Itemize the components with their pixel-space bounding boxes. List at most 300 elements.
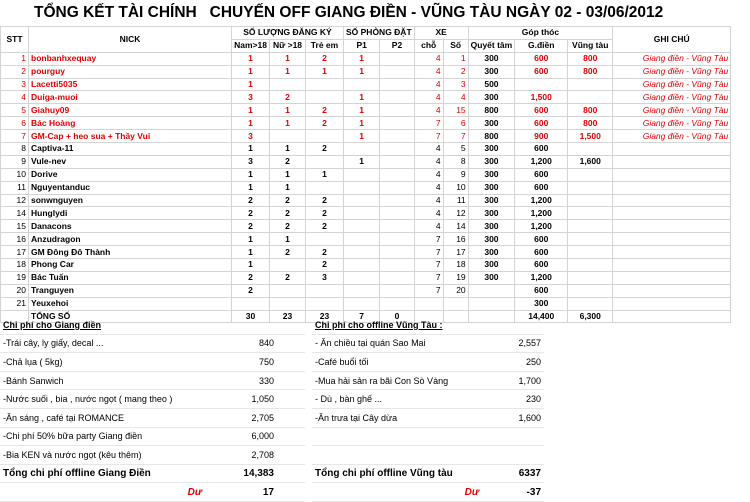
col-quyet-tam: Quyết tâm <box>468 39 515 52</box>
cell-nu: 2 <box>270 220 306 233</box>
cell-p2 <box>380 65 414 78</box>
spacer-row <box>312 446 544 465</box>
cell-note <box>613 220 731 233</box>
expense-label: -Ăn sáng , café tại ROMANCE <box>0 408 205 427</box>
col-ghi-chu: GHI CHÚ <box>613 27 731 53</box>
cell-tre: 3 <box>306 271 344 284</box>
cell-p2 <box>380 91 414 104</box>
cell-gd: 600 <box>515 181 568 194</box>
cell-cho: 7 <box>414 271 443 284</box>
cell-cho: 4 <box>414 104 443 117</box>
giang-dien-du-row <box>0 483 305 502</box>
cell-p2 <box>380 78 414 91</box>
cell-nam: 1 <box>232 143 270 156</box>
expense-label: -Trái cây, ly giấy, decal ... <box>0 334 205 353</box>
cell-note <box>613 194 731 207</box>
cell-nu: 2 <box>270 194 306 207</box>
cell-nick: GM Đông Đô Thành <box>29 246 232 259</box>
col-cho: chỗ <box>414 39 443 52</box>
expense-label: -Chả lụa ( 5kg) <box>0 353 205 372</box>
cell-nick: Vule-nev <box>29 155 232 168</box>
vung-tau-expenses <box>312 316 544 502</box>
cell-vt <box>568 207 613 220</box>
cell-note <box>613 155 731 168</box>
cell-cho: 4 <box>414 78 443 91</box>
expense-value: 230 <box>482 390 544 409</box>
cell-stt: 18 <box>1 259 29 272</box>
cell-stt: 9 <box>1 155 29 168</box>
cell-gd: 300 <box>515 297 568 310</box>
cell-qt: 300 <box>468 143 515 156</box>
cell-cho: 4 <box>414 220 443 233</box>
cell-p1: 1 <box>344 117 380 130</box>
total-p1: 7 <box>344 310 380 323</box>
cell-tre <box>306 297 344 310</box>
expense-row <box>0 371 305 390</box>
cell-tre <box>306 78 344 91</box>
cell-gd: 600 <box>515 65 568 78</box>
cell-nick: Lacetti5035 <box>29 78 232 91</box>
expense-row <box>312 334 544 353</box>
expense-row <box>0 353 305 372</box>
cell-p2 <box>380 168 414 181</box>
cell-gd: 600 <box>515 259 568 272</box>
cell-stt: 16 <box>1 233 29 246</box>
cell-p2 <box>380 233 414 246</box>
col-gop-thoc: Góp thóc <box>468 27 613 40</box>
col-vung-tau: Vũng tàu <box>568 39 613 52</box>
cell-nu: 1 <box>270 52 306 65</box>
cell-so: 5 <box>443 143 468 156</box>
col-so-luong: SỐ LƯỢNG ĐĂNG KÝ <box>232 27 344 40</box>
table-row <box>1 181 731 194</box>
cell-so: 1 <box>443 52 468 65</box>
cell-tre: 2 <box>306 220 344 233</box>
cell-nam: 1 <box>232 117 270 130</box>
cell-nu: 2 <box>270 246 306 259</box>
cell-so: 11 <box>443 194 468 207</box>
cell-cho: 4 <box>414 194 443 207</box>
cell-tre: 2 <box>306 246 344 259</box>
cell-qt: 300 <box>468 117 515 130</box>
col-nu18: Nữ >18 <box>270 39 306 52</box>
cell-p1 <box>344 233 380 246</box>
cell-nam: 2 <box>232 271 270 284</box>
cell-note: Giang điền - Vũng Tàu <box>613 78 731 91</box>
cell-p2 <box>380 155 414 168</box>
table-row <box>1 168 731 181</box>
cell-gd: 900 <box>515 130 568 143</box>
cell-nam: 3 <box>232 155 270 168</box>
cell-vt <box>568 220 613 233</box>
cell-gd: 600 <box>515 168 568 181</box>
table-row <box>1 284 731 297</box>
cell-qt: 300 <box>468 155 515 168</box>
col-nick: NICK <box>29 27 232 53</box>
cell-gd: 600 <box>515 246 568 259</box>
cell-cho: 4 <box>414 181 443 194</box>
cell-nick: Hunglydi <box>29 207 232 220</box>
cell-qt <box>468 297 515 310</box>
col-so: Số <box>443 39 468 52</box>
cell-vt: 1,600 <box>568 155 613 168</box>
cell-nick: pourguy <box>29 65 232 78</box>
cell-note <box>613 168 731 181</box>
cell-tre <box>306 284 344 297</box>
cell-tre: 2 <box>306 207 344 220</box>
table-row <box>1 52 731 65</box>
cell-p1 <box>344 194 380 207</box>
cell-tre: 2 <box>306 259 344 272</box>
cell-cho: 4 <box>414 52 443 65</box>
total-value: 6337 <box>482 464 544 483</box>
cell-nick: Captiva-11 <box>29 143 232 156</box>
cell-vt <box>568 143 613 156</box>
expense-value: 2,708 <box>205 446 277 465</box>
cell-tre <box>306 233 344 246</box>
cell-qt: 300 <box>468 91 515 104</box>
cell-nu: 1 <box>270 117 306 130</box>
cell-qt: 800 <box>468 104 515 117</box>
cell-qt: 300 <box>468 181 515 194</box>
cell-qt: 500 <box>468 78 515 91</box>
cell-nam: 3 <box>232 91 270 104</box>
cell-so: 10 <box>443 181 468 194</box>
cell-nam: 2 <box>232 284 270 297</box>
total-p2: 0 <box>380 310 414 323</box>
cell-p1 <box>344 143 380 156</box>
cell-vt: 800 <box>568 52 613 65</box>
table-row <box>1 297 731 310</box>
cell-nick: Yeuxehoi <box>29 297 232 310</box>
cell-gd: 1,200 <box>515 155 568 168</box>
giang-dien-expenses <box>0 316 305 502</box>
cell-cho: 4 <box>414 143 443 156</box>
cell-nam <box>232 297 270 310</box>
expense-row <box>0 390 305 409</box>
cell-nam: 1 <box>232 181 270 194</box>
col-p2: P2 <box>380 39 414 52</box>
cell-p2 <box>380 259 414 272</box>
expense-row <box>312 390 544 409</box>
expense-row <box>0 334 305 353</box>
cell-p1: 1 <box>344 91 380 104</box>
page-title: TỔNG KẾT TÀI CHÍNH CHUYẾN OFF GIANG ĐIỀN - VŨNG TÀU NGÀY 02 - 03/06/2012 <box>34 4 664 21</box>
cell-qt <box>468 284 515 297</box>
cell-nick: Bác Tuấn <box>29 271 232 284</box>
spacer-row <box>312 427 544 446</box>
col-p1: P1 <box>344 39 380 52</box>
cell-so: 9 <box>443 168 468 181</box>
expense-label: -Bia KEN và nước ngọt (kêu thêm) <box>0 446 205 465</box>
table-row <box>1 155 731 168</box>
col-xe: XE <box>414 27 468 40</box>
du-value: -37 <box>482 483 544 502</box>
cell-vt <box>568 168 613 181</box>
table-row <box>1 207 731 220</box>
cell-vt <box>568 78 613 91</box>
cell-gd: 1,200 <box>515 271 568 284</box>
cell-vt <box>568 297 613 310</box>
cell-nick: bonbanhxequay <box>29 52 232 65</box>
cell-tre <box>306 130 344 143</box>
cell-p2 <box>380 143 414 156</box>
cell-note: Giang điền - Vũng Tàu <box>613 130 731 143</box>
cell-nam: 2 <box>232 194 270 207</box>
cell-note <box>613 271 731 284</box>
cell-tre <box>306 155 344 168</box>
cell-cho: 4 <box>414 155 443 168</box>
cell-nu: 1 <box>270 143 306 156</box>
du-label: Dư <box>0 483 205 502</box>
cell-gd: 600 <box>515 284 568 297</box>
cell-vt: 800 <box>568 117 613 130</box>
expense-label: -Bánh Sanwich <box>0 371 205 390</box>
col-stt: STT <box>1 27 29 53</box>
expense-row <box>312 371 544 390</box>
cell-stt: 14 <box>1 207 29 220</box>
cell-nu: 2 <box>270 207 306 220</box>
table-row <box>1 104 731 117</box>
cell-qt: 300 <box>468 194 515 207</box>
expense-row <box>0 446 305 465</box>
cell-so: 2 <box>443 65 468 78</box>
cell-cho: 4 <box>414 65 443 78</box>
cell-cho: 4 <box>414 207 443 220</box>
cell-nam: 1 <box>232 104 270 117</box>
cell-nu <box>270 297 306 310</box>
cell-nu: 1 <box>270 181 306 194</box>
cell-qt: 300 <box>468 207 515 220</box>
cell-nam: 1 <box>232 168 270 181</box>
expense-value: 6,000 <box>205 427 277 446</box>
expense-value: 1,600 <box>482 408 544 427</box>
cell-nick: Bác Hoàng <box>29 117 232 130</box>
total-label: Tổng chi phí offline Giang Điền <box>0 464 205 483</box>
expense-label: -Nước suối , bia , nước ngọt ( mang theo ) <box>0 390 205 409</box>
cell-nu <box>270 284 306 297</box>
cell-cho: 7 <box>414 246 443 259</box>
cell-gd <box>515 78 568 91</box>
cell-p1 <box>344 78 380 91</box>
cell-qt: 800 <box>468 130 515 143</box>
cell-nick: Tranguyen <box>29 284 232 297</box>
registration-table <box>0 26 731 323</box>
table-row <box>1 65 731 78</box>
cell-nick: Giahuy09 <box>29 104 232 117</box>
cell-qt: 300 <box>468 65 515 78</box>
table-row <box>1 91 731 104</box>
expense-label: - Dù , bàn ghế ... <box>312 390 482 409</box>
table-row <box>1 220 731 233</box>
giang-dien-title: Chi phí cho Giang điền <box>0 316 205 334</box>
table-row <box>1 78 731 91</box>
cell-cho: 7 <box>414 284 443 297</box>
cell-stt: 20 <box>1 284 29 297</box>
cell-gd: 1,200 <box>515 220 568 233</box>
cell-note <box>613 181 731 194</box>
cell-nick: sonwnguyen <box>29 194 232 207</box>
table-row <box>1 259 731 272</box>
cell-vt <box>568 194 613 207</box>
cell-qt: 300 <box>468 52 515 65</box>
cell-p2 <box>380 220 414 233</box>
cell-p2 <box>380 117 414 130</box>
vung-tau-du-row <box>312 483 544 502</box>
cell-p1 <box>344 284 380 297</box>
cell-nam: 2 <box>232 220 270 233</box>
total-value: 14,383 <box>205 464 277 483</box>
cell-p1 <box>344 271 380 284</box>
cell-gd: 600 <box>515 233 568 246</box>
table-row <box>1 271 731 284</box>
col-nam18: Nam>18 <box>232 39 270 52</box>
cell-nu: 1 <box>270 233 306 246</box>
cell-p2 <box>380 130 414 143</box>
cell-p1 <box>344 220 380 233</box>
cell-cho: 7 <box>414 117 443 130</box>
total-vt: 6,300 <box>568 310 613 323</box>
cell-so: 7 <box>443 130 468 143</box>
cell-stt: 1 <box>1 52 29 65</box>
table-row <box>1 233 731 246</box>
cell-stt: 17 <box>1 246 29 259</box>
cell-nam: 1 <box>232 52 270 65</box>
du-value: 17 <box>205 483 277 502</box>
cell-stt: 4 <box>1 91 29 104</box>
cell-nu: 2 <box>270 91 306 104</box>
cell-tre: 1 <box>306 168 344 181</box>
cell-nu: 2 <box>270 271 306 284</box>
cell-p2 <box>380 194 414 207</box>
cell-p2 <box>380 207 414 220</box>
cell-cho <box>414 297 443 310</box>
cell-nick: Nguyentanduc <box>29 181 232 194</box>
expense-value: 330 <box>205 371 277 390</box>
cell-cho: 7 <box>414 233 443 246</box>
cell-so: 20 <box>443 284 468 297</box>
cell-qt: 300 <box>468 259 515 272</box>
cell-p1 <box>344 168 380 181</box>
cell-vt <box>568 271 613 284</box>
cell-cho: 4 <box>414 91 443 104</box>
cell-note: Giang điền - Vũng Tàu <box>613 91 731 104</box>
cell-qt: 300 <box>468 246 515 259</box>
cell-note <box>613 259 731 272</box>
expense-label: -Café buổi tối <box>312 353 482 372</box>
cell-p1: 1 <box>344 52 380 65</box>
cell-so: 17 <box>443 246 468 259</box>
cell-stt: 2 <box>1 65 29 78</box>
cell-p1 <box>344 246 380 259</box>
cell-stt: 5 <box>1 104 29 117</box>
cell-qt: 300 <box>468 168 515 181</box>
expense-value: 2,705 <box>205 408 277 427</box>
table-row <box>1 194 731 207</box>
cell-cho: 7 <box>414 259 443 272</box>
total-tre: 23 <box>306 310 344 323</box>
cell-nam: 1 <box>232 65 270 78</box>
expense-value: 250 <box>482 353 544 372</box>
cell-stt: 10 <box>1 168 29 181</box>
table-row <box>1 143 731 156</box>
cell-nam: 1 <box>232 246 270 259</box>
cell-stt: 7 <box>1 130 29 143</box>
cell-note: Giang điền - Vũng Tàu <box>613 104 731 117</box>
cell-vt <box>568 246 613 259</box>
cell-so <box>443 297 468 310</box>
cell-p1 <box>344 297 380 310</box>
cell-so: 19 <box>443 271 468 284</box>
cell-note: Giang điền - Vũng Tàu <box>613 65 731 78</box>
cell-so: 15 <box>443 104 468 117</box>
cell-nu <box>270 259 306 272</box>
cell-stt: 3 <box>1 78 29 91</box>
cell-cho: 7 <box>414 130 443 143</box>
cell-stt: 15 <box>1 220 29 233</box>
cell-p1: 1 <box>344 130 380 143</box>
cell-qt: 300 <box>468 233 515 246</box>
cell-nu: 2 <box>270 155 306 168</box>
cell-so: 6 <box>443 117 468 130</box>
cell-tre <box>306 91 344 104</box>
cell-gd: 1,200 <box>515 194 568 207</box>
cell-nick: Anzudragon <box>29 233 232 246</box>
cell-stt: 21 <box>1 297 29 310</box>
vung-tau-title: Chi phí cho offline Vũng Tàu : <box>312 316 482 334</box>
cell-nu: 1 <box>270 65 306 78</box>
cell-so: 8 <box>443 155 468 168</box>
cell-note: Giang điền - Vũng Tàu <box>613 117 731 130</box>
expense-row <box>0 408 305 427</box>
cell-vt <box>568 259 613 272</box>
table-row <box>1 246 731 259</box>
cell-tre: 2 <box>306 143 344 156</box>
cell-p2 <box>380 284 414 297</box>
cell-stt: 11 <box>1 181 29 194</box>
expense-value: 2,557 <box>482 334 544 353</box>
expense-row <box>312 353 544 372</box>
expense-value: 1,700 <box>482 371 544 390</box>
cell-note <box>613 233 731 246</box>
cell-so: 4 <box>443 91 468 104</box>
cell-gd: 1,200 <box>515 207 568 220</box>
cell-nick: Dorive <box>29 168 232 181</box>
table-row <box>1 130 731 143</box>
cell-p1: 1 <box>344 155 380 168</box>
total-gd: 14,400 <box>515 310 568 323</box>
cell-p2 <box>380 181 414 194</box>
cell-qt: 300 <box>468 271 515 284</box>
cell-vt <box>568 91 613 104</box>
cell-nu <box>270 130 306 143</box>
cell-nam: 1 <box>232 233 270 246</box>
cell-gd: 600 <box>515 117 568 130</box>
cell-nu: 1 <box>270 104 306 117</box>
cell-nick: Duiga-muoi <box>29 91 232 104</box>
expense-label: -Mua hải sản ra bãi Con Sò Vàng <box>312 371 482 390</box>
cell-tre: 1 <box>306 65 344 78</box>
cell-vt <box>568 181 613 194</box>
col-g-dien: G.điền <box>515 39 568 52</box>
du-label: Dư <box>312 483 482 502</box>
cell-stt: 6 <box>1 117 29 130</box>
cell-so: 18 <box>443 259 468 272</box>
total-nam: 30 <box>232 310 270 323</box>
total-label: TỔNG SỐ <box>29 310 232 323</box>
cell-note <box>613 246 731 259</box>
cell-p2 <box>380 52 414 65</box>
